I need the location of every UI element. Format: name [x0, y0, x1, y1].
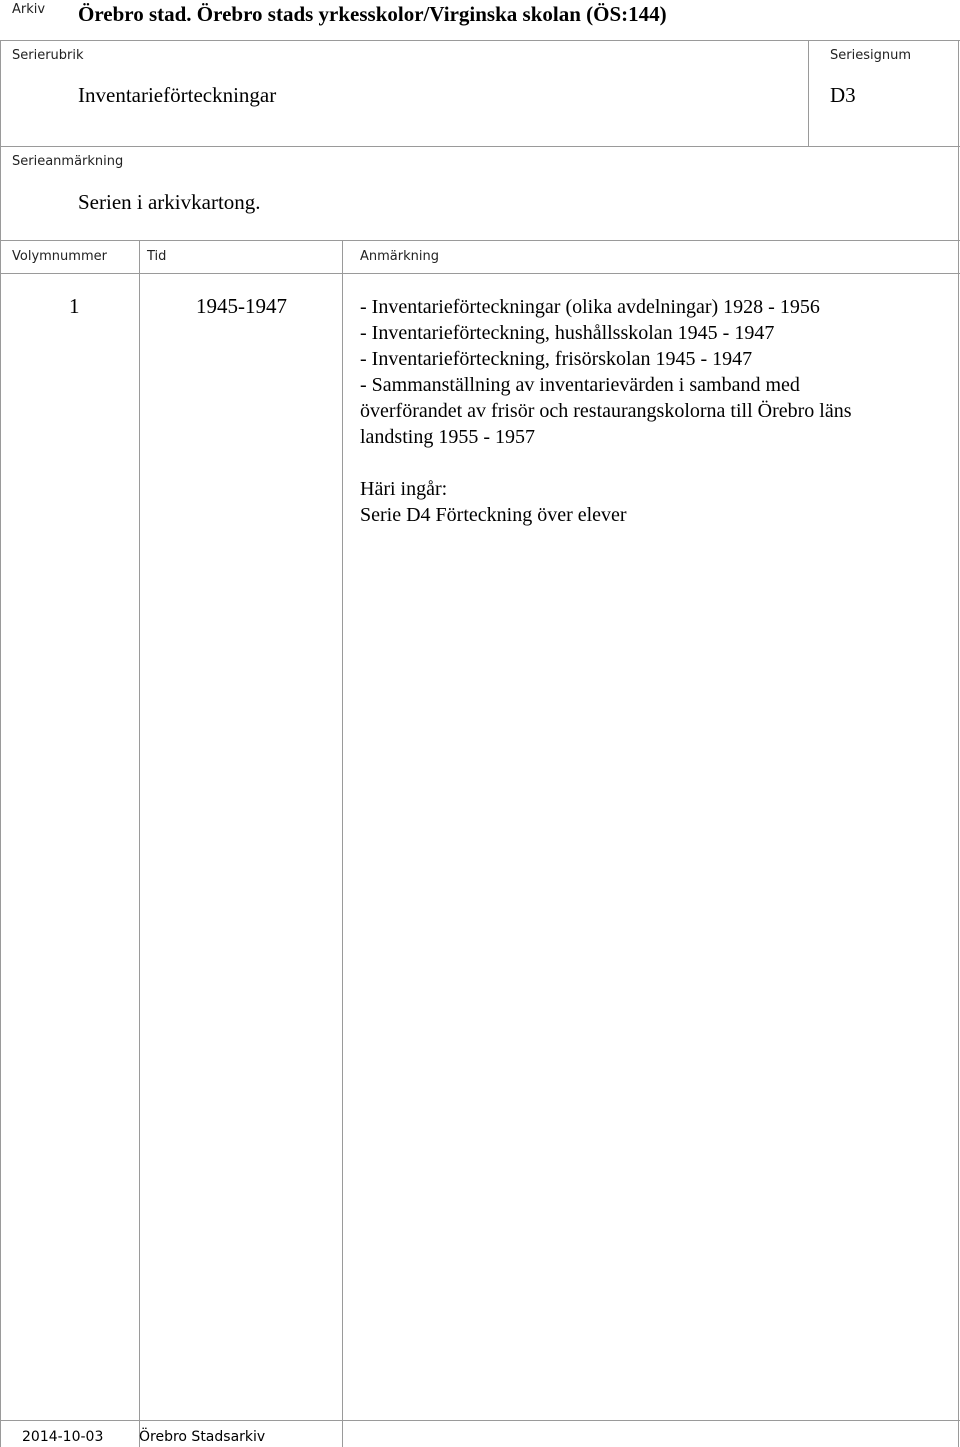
included-label: Häri ingår: — [360, 478, 448, 500]
anmarkning-line: - Inventarieförteckningar (olika avdelningar) 1928 - 1956 — [360, 296, 820, 318]
divider-right — [958, 40, 959, 1447]
divider-signum — [808, 40, 809, 147]
divider-footer — [0, 1420, 960, 1421]
seriesignum-label: Seriesignum — [830, 48, 911, 63]
col-header-tid: Tid — [147, 249, 167, 264]
divider-serie — [0, 146, 960, 147]
serieanmarkning-value: Serien i arkivkartong. — [78, 190, 261, 214]
row-volymnummer: 1 — [69, 294, 80, 318]
row-tid: 1945-1947 — [196, 294, 287, 318]
archive-title: Örebro stad. Örebro stads yrkesskolor/Virginska skolan (ÖS:144) — [78, 2, 667, 26]
row-anmarkning — [360, 294, 852, 528]
serierubrik-label: Serierubrik — [12, 48, 84, 63]
anmarkning-line: - Inventarieförteckning, hushållsskolan 1945 - 1947 — [360, 322, 775, 344]
divider-col-tid — [139, 240, 140, 1447]
seriesignum-value: D3 — [830, 83, 856, 107]
divider-anmarkning — [0, 240, 960, 241]
arkiv-label: Arkiv — [12, 2, 46, 17]
serierubrik-value: Inventarieförteckningar — [78, 83, 277, 107]
footer-date: 2014-10-03 — [22, 1429, 104, 1445]
anmarkning-line: landsting 1955 - 1957 — [360, 426, 535, 448]
divider-table-header — [0, 273, 960, 274]
col-header-volymnummer: Volymnummer — [12, 249, 107, 264]
divider-left — [0, 40, 1, 1447]
divider-top — [0, 40, 960, 41]
included-value: Serie D4 Förteckning över elever — [360, 504, 627, 526]
col-header-anmarkning: Anmärkning — [360, 249, 439, 264]
serieanmarkning-label: Serieanmärkning — [12, 154, 124, 169]
anmarkning-line: överförandet av frisör och restaurangskolorna till Örebro läns — [360, 400, 852, 422]
anmarkning-line: - Inventarieförteckning, frisörskolan 1945 - 1947 — [360, 348, 753, 370]
anmarkning-line: - Sammanställning av inventarievärden i samband med — [360, 374, 800, 396]
divider-col-anmarkning — [342, 240, 343, 1447]
footer-org: Örebro Stadsarkiv — [139, 1429, 266, 1445]
